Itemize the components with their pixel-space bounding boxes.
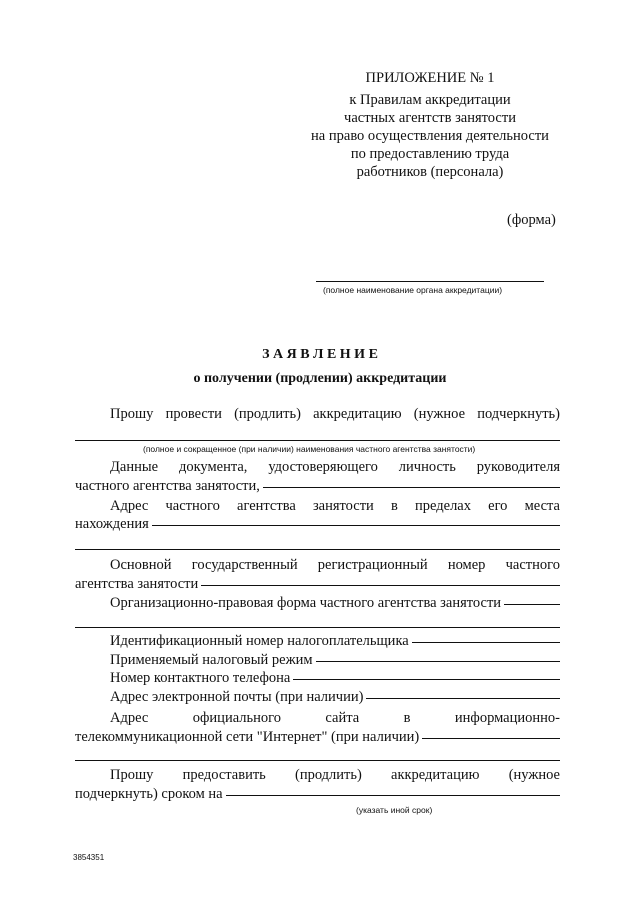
- inn-field: Идентификационный номер налогоплательщика: [110, 633, 560, 650]
- tax-regime-field: Применяемый налоговый режим: [110, 652, 560, 669]
- appendix-line: работников (персонала): [356, 164, 504, 180]
- address-blank: [152, 525, 560, 526]
- address-line: Адрес частного агентства занятости в пределах его места: [110, 498, 560, 514]
- doc-data-field: частного агентства занятости,: [75, 478, 560, 495]
- ogrn-blank: [201, 585, 560, 586]
- document-title: З А Я В Л Е Н И Е: [262, 347, 378, 362]
- legal-form-blank-2: [75, 627, 560, 628]
- authority-caption: (полное наименование органа аккредитации): [323, 285, 503, 295]
- form-label: (форма): [507, 212, 556, 228]
- agency-name-blank: [75, 440, 560, 441]
- address-blank-2: [75, 549, 560, 550]
- doc-data-line: Данные документа, удостоверяющего личность руководителя: [110, 459, 560, 475]
- website-blank: [422, 738, 560, 739]
- agency-name-caption: (полное и сокращенное (при наличии) наименования частного агентства занятости): [143, 444, 476, 454]
- ogrn-line: Основной государственный регистрационный номер частного: [110, 557, 560, 573]
- tax-regime-blank: [316, 661, 560, 662]
- term-blank: [226, 795, 560, 796]
- appendix-line: частных агентств занятости: [344, 110, 516, 126]
- phone-field: Номер контактного телефона: [110, 670, 560, 687]
- appendix-line: на право осуществления деятельности: [311, 128, 549, 144]
- term-line: Прошу предоставить (продлить) аккредитацию (нужное: [110, 767, 560, 783]
- email-blank: [366, 698, 560, 699]
- term-caption: (указать иной срок): [356, 805, 433, 815]
- doc-data-blank: [263, 487, 560, 488]
- inn-blank: [412, 642, 560, 643]
- appendix-line: по предоставлению труда: [350, 146, 510, 162]
- address-field: нахождения: [75, 516, 560, 533]
- website-field: телекоммуникационной сети "Интернет" (при наличии): [75, 729, 560, 746]
- website-line: Адрес официального сайта в информационно-: [110, 710, 560, 726]
- document-subtitle: о получении (продлении) аккредитации: [193, 371, 447, 386]
- request-line: Прошу провести (продлить) аккредитацию (нужное подчеркнуть): [110, 406, 560, 422]
- ogrn-field: агентства занятости: [75, 576, 560, 593]
- appendix-heading: ПРИЛОЖЕНИЕ № 1: [365, 70, 495, 86]
- legal-form-blank: [504, 604, 560, 605]
- website-blank-2: [75, 760, 560, 761]
- term-field: подчеркнуть) сроком на: [75, 786, 560, 803]
- appendix-line: к Правилам аккредитации: [349, 92, 511, 108]
- authority-blank: [316, 281, 544, 282]
- legal-form-field: Организационно-правовая форма частного агентства занятости: [110, 595, 560, 612]
- document-number: 3854351: [73, 853, 105, 862]
- email-field: Адрес электронной почты (при наличии): [110, 689, 560, 706]
- phone-blank: [293, 679, 560, 680]
